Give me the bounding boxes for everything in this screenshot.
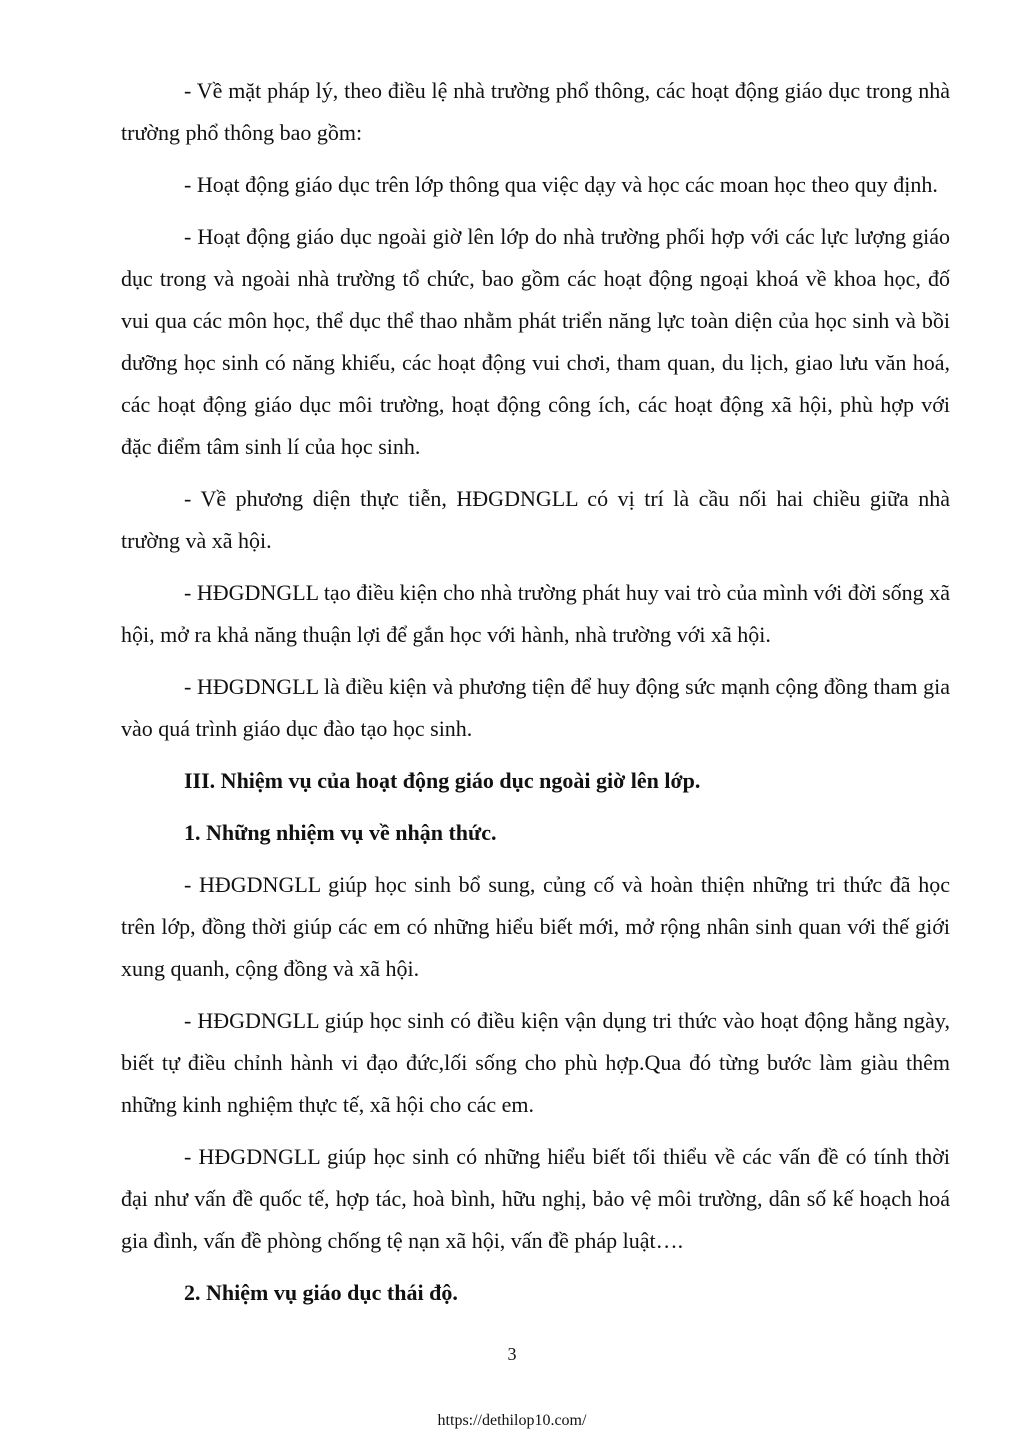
paragraph-practical-aspect: - Về phương diện thực tiễn, HĐGDNGLL có vị trí là cầu nối hai chiều giữa nhà trường và xã hội. [121,486,950,553]
document-body [121,70,950,1324]
paragraph-knowledge-supplement: - HĐGDNGLL giúp học sinh bổ sung, củng cố và hoàn thiện những tri thức đã học trên lớp, đồng thời giúp các em có những hiểu biết mới, mở rộng nhân sinh quan với thế giới xung quanh, cộng đồng và xã hội. [121,872,950,981]
paragraph-school-role: - HĐGDNGLL tạo điều kiện cho nhà trường phát huy vai trò của mình với đời sống xã hội, mở ra khả năng thuận lợi để gắn học với hành, nhà trường với xã hội. [121,580,950,647]
subsection-heading-attitude-education: 2. Nhiệm vụ giáo dục thái độ. [184,1280,458,1305]
section-heading-tasks: III. Nhiệm vụ của hoạt động giáo dục ngoài giờ lên lớp. [184,768,701,793]
page-number: 3 [507,1344,517,1364]
footer-url-link[interactable]: https://dethilop10.com/ [437,1412,587,1429]
paragraph-community-mobilization: - HĐGDNGLL là điều kiện và phương tiện để huy động sức mạnh cộng đồng tham gia vào quá trình giáo dục đào tạo học sinh. [121,674,950,741]
paragraph-contemporary-issues: - HĐGDNGLL giúp học sinh có những hiểu biết tối thiểu về các vấn đề có tính thời đại như vấn đề quốc tế, hợp tác, hoà bình, hữu nghị, bảo vệ môi trường, dân số kế hoạch hoá gia đình, vấn đề phòng chống tệ nạn xã hội, vấn đề pháp luật…. [121,1144,950,1253]
paragraph-knowledge-application: - HĐGDNGLL giúp học sinh có điều kiện vận dụng tri thức vào hoạt động hằng ngày, biết tự điều chỉnh hành vi đạo đức,lối sống cho phù hợp.Qua đó từng bước làm giàu thêm những kinh nghiệm thực tế, xã hội cho các em. [121,1008,950,1117]
paragraph-classroom-activities: - Hoạt động giáo dục trên lớp thông qua việc dạy và học các moan học theo quy định. [184,172,938,197]
subsection-heading-cognitive-tasks: 1. Những nhiệm vụ về nhận thức. [184,820,497,845]
paragraph-extracurricular-activities: - Hoạt động giáo dục ngoài giờ lên lớp do nhà trường phối hợp với các lực lượng giáo dục trong và ngoài nhà trường tổ chức, bao gồm các hoạt động ngoại khoá về khoa học, đố vui qua các môn học, thể dục thể thao nhằm phát triển năng lực toàn diện của học sinh và bồi dưỡng học sinh có năng khiếu, các hoạt động vui chơi, tham quan, du lịch, giao lưu văn hoá, các hoạt động giáo dục môi trường, hoạt động công ích, các hoạt động xã hội, phù hợp với đặc điểm tâm sinh lí của học sinh. [121,224,950,459]
paragraph-legal-basis: - Về mặt pháp lý, theo điều lệ nhà trường phổ thông, các hoạt động giáo dục trong nhà trường phổ thông bao gồm: [121,78,950,145]
